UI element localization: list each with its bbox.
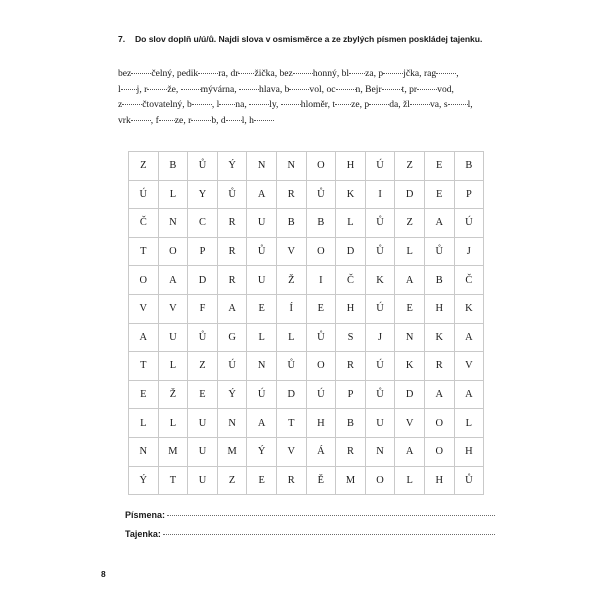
word-search-cell[interactable]: H [454,437,484,466]
word-search-row [129,437,484,466]
word-search-cell[interactable]: Y [188,180,218,209]
fill-gap[interactable] [336,89,356,90]
fill-gap[interactable] [382,89,402,90]
word-search-cell[interactable]: U [247,266,277,295]
word-search-cell[interactable]: D [336,237,366,266]
word-search-cell[interactable]: T [129,237,159,266]
task-number: 7. [118,34,126,44]
word-search-cell[interactable]: Ú [217,352,247,381]
word-search-cell[interactable]: Č [336,266,366,295]
fill-gap[interactable] [417,89,437,90]
word-search-cell[interactable]: I [365,180,395,209]
word-search-cell[interactable]: L [129,409,159,438]
word-search-cell[interactable]: Ú [129,180,159,209]
word-search-cell[interactable]: Ů [306,180,336,209]
word-search-cell[interactable]: V [129,294,159,323]
word-search-cell[interactable]: Ý [247,437,277,466]
word-search-cell[interactable]: Z [129,152,159,181]
word-search-body [129,152,484,495]
word-search-cell[interactable]: A [424,380,454,409]
word-search-cell[interactable]: Č [454,266,484,295]
word-search-cell[interactable]: A [395,266,425,295]
word-search-row [129,294,484,323]
word-search-cell[interactable]: F [188,294,218,323]
word-search-cell[interactable]: B [276,209,306,238]
word-search-cell[interactable]: N [247,352,277,381]
word-search-cell[interactable]: L [336,209,366,238]
word-search-row [129,180,484,209]
word-search-row [129,323,484,352]
word-search-cell[interactable]: Ů [247,237,277,266]
word-search-cell[interactable]: T [129,352,159,381]
word-search-cell[interactable]: E [188,380,218,409]
word-search-row [129,466,484,495]
word-search-cell[interactable]: E [129,380,159,409]
word-search-row [129,380,484,409]
letters-label: Písmena: [125,510,166,520]
solution-answer-row [125,527,495,546]
word-search-cell[interactable]: K [424,323,454,352]
word-search-cell[interactable]: Ú [306,380,336,409]
word-search-cell[interactable]: R [424,352,454,381]
word-search-cell[interactable]: T [158,466,188,495]
word-search-cell[interactable]: Ů [276,352,306,381]
word-search-cell[interactable]: Ů [217,180,247,209]
letters-input-line[interactable] [167,506,495,516]
word-search-cell[interactable]: Ú [365,352,395,381]
word-search-cell[interactable]: T [276,409,306,438]
fill-gap[interactable] [239,89,259,90]
word-search-cell[interactable]: E [306,294,336,323]
fill-gap[interactable] [192,104,212,105]
word-search-cell[interactable]: Ů [365,237,395,266]
word-search-cell[interactable]: B [306,209,336,238]
word-search-cell[interactable]: Ý [129,466,159,495]
word-search-cell[interactable]: B [424,266,454,295]
word-search-cell[interactable]: B [454,152,484,181]
fill-gap[interactable] [198,73,218,74]
word-search-cell[interactable]: N [365,437,395,466]
word-search-cell[interactable]: A [247,409,277,438]
word-search-cell[interactable]: D [395,380,425,409]
fill-gap[interactable] [249,104,269,105]
word-search-cell[interactable]: P [188,237,218,266]
word-search-cell[interactable]: R [217,237,247,266]
word-search-row [129,152,484,181]
fill-gap[interactable] [293,73,313,74]
fill-gap[interactable] [238,73,254,74]
word-search-cell[interactable]: Í [276,294,306,323]
word-search-cell[interactable]: B [336,409,366,438]
word-search-cell[interactable]: Z [188,352,218,381]
word-search-cell[interactable]: H [336,294,366,323]
fill-gap[interactable] [121,89,137,90]
word-search-cell[interactable]: V [158,294,188,323]
word-search-cell[interactable]: U [247,209,277,238]
word-search-cell[interactable]: H [306,409,336,438]
word-search-cell[interactable]: L [276,323,306,352]
word-search-cell[interactable]: H [424,466,454,495]
word-search-cell[interactable]: L [158,409,188,438]
word-search-cell[interactable]: N [247,152,277,181]
word-search-cell[interactable]: Ý [217,380,247,409]
word-search-cell[interactable]: A [454,380,484,409]
fill-gap[interactable] [181,89,201,90]
word-search-cell[interactable]: Z [395,152,425,181]
word-search-cell[interactable]: A [158,266,188,295]
word-search-cell[interactable]: Ů [424,237,454,266]
word-search-row [129,409,484,438]
word-search-cell[interactable]: E [395,294,425,323]
word-search-cell[interactable]: Á [306,437,336,466]
word-search-cell[interactable]: O [158,237,188,266]
word-search-cell[interactable]: N [395,323,425,352]
word-search-row [129,237,484,266]
word-search-cell[interactable]: D [188,266,218,295]
word-search-cell[interactable]: Ž [158,380,188,409]
fill-gap[interactable] [147,89,167,90]
word-search-cell[interactable]: G [217,323,247,352]
word-search-cell[interactable]: R [217,266,247,295]
word-search-cell[interactable]: H [336,152,366,181]
word-search-grid[interactable] [128,151,484,495]
fill-gap[interactable] [410,104,430,105]
word-list-line: l j, r že, mývárna, hlava, b vol, oc n, Bejr t, pr vod, [118,83,454,95]
word-search-cell[interactable]: O [365,466,395,495]
word-search-cell[interactable]: D [395,180,425,209]
word-search-cell[interactable]: L [158,352,188,381]
word-search-cell[interactable]: E [424,152,454,181]
word-search-cell[interactable]: R [336,352,366,381]
word-search-row [129,266,484,295]
word-search-cell[interactable]: K [365,266,395,295]
word-search-cell[interactable]: J [365,323,395,352]
word-search-cell[interactable]: O [306,237,336,266]
word-search-cell[interactable]: M [336,466,366,495]
word-search-cell[interactable]: Ů [454,466,484,495]
word-search-cell[interactable]: R [276,180,306,209]
word-search-cell[interactable]: Z [395,209,425,238]
word-search-cell[interactable]: M [158,437,188,466]
solution-input-line[interactable] [163,525,495,535]
word-search-cell[interactable]: V [395,409,425,438]
word-search-cell[interactable]: A [424,209,454,238]
word-search-cell[interactable]: A [129,323,159,352]
word-search-cell[interactable]: M [217,437,247,466]
word-search-cell[interactable]: A [454,323,484,352]
word-search-cell[interactable]: Ý [217,152,247,181]
fill-gap[interactable] [281,104,301,105]
word-search-cell[interactable]: O [424,409,454,438]
word-search-cell[interactable]: E [424,180,454,209]
word-search-cell[interactable]: N [158,209,188,238]
page-number: 8 [101,569,106,579]
word-search-cell[interactable]: Ů [365,380,395,409]
task-heading [118,33,490,45]
word-search-cell[interactable]: N [129,437,159,466]
word-search-cell[interactable]: U [188,437,218,466]
fill-gap[interactable] [159,120,175,121]
word-list [118,66,496,128]
word-search-cell[interactable]: L [247,323,277,352]
word-search-cell[interactable]: Ú [454,209,484,238]
fill-gap[interactable] [131,73,151,74]
fill-gap[interactable] [191,120,211,121]
fill-gap[interactable] [131,120,151,121]
word-search-cell[interactable]: Ú [365,294,395,323]
fill-gap[interactable] [448,104,468,105]
word-search-cell[interactable]: U [158,323,188,352]
word-list-line: z čtovatelný, b , l na, ly, hloměr, t ze, p da, žl va, s l, [118,99,473,111]
word-search-cell[interactable]: L [395,237,425,266]
task-instruction: Do slov doplň u/ú/ů. Najdi slova v osmisměrce a ze zbylých písmen poskládej tajenku. [135,34,483,44]
word-search-cell[interactable]: R [276,466,306,495]
word-search-cell[interactable]: Ž [276,266,306,295]
word-search-cell[interactable]: P [336,380,366,409]
word-search-cell[interactable]: V [276,237,306,266]
word-search-cell[interactable]: B [158,152,188,181]
word-list-line: vrk , f ze, r b, d l, h [118,113,496,129]
word-search-cell[interactable]: O [424,437,454,466]
word-search-cell[interactable]: U [188,409,218,438]
word-search-cell[interactable]: U [365,409,395,438]
fill-gap[interactable] [335,104,351,105]
word-search-cell[interactable]: L [158,180,188,209]
word-search-cell[interactable]: Ů [188,323,218,352]
word-search-cell[interactable]: S [336,323,366,352]
word-search-table[interactable] [128,151,484,495]
word-search-cell[interactable]: Ů [188,152,218,181]
word-search-cell[interactable]: E [247,294,277,323]
word-search-cell[interactable]: H [424,294,454,323]
fill-gap[interactable] [369,104,389,105]
word-list-line: bez čelný, pedik ra, dr žička, bez honný, bl za, p jčka, rag , [118,68,459,79]
word-search-row [129,209,484,238]
word-search-cell[interactable]: Ú [365,152,395,181]
word-search-cell[interactable]: Ě [306,466,336,495]
word-search-cell[interactable]: Ů [365,209,395,238]
word-search-cell[interactable]: P [454,180,484,209]
word-search-cell[interactable]: Z [217,466,247,495]
fill-gap[interactable] [122,104,142,105]
word-search-cell[interactable]: K [454,294,484,323]
answer-section [125,508,495,546]
word-search-cell[interactable]: E [247,466,277,495]
word-search-cell[interactable]: V [276,437,306,466]
word-search-cell[interactable]: V [454,352,484,381]
word-search-cell[interactable]: N [276,152,306,181]
word-search-cell[interactable]: K [336,180,366,209]
solution-label: Tajenka: [125,529,161,539]
word-search-cell[interactable]: J [454,237,484,266]
fill-gap[interactable] [289,89,309,90]
word-search-cell[interactable]: Ů [306,323,336,352]
word-search-cell[interactable]: R [336,437,366,466]
word-search-cell[interactable]: O [306,152,336,181]
word-search-cell[interactable]: U [188,466,218,495]
word-search-cell[interactable]: L [395,466,425,495]
word-search-cell[interactable]: O [306,352,336,381]
fill-gap[interactable] [254,120,274,121]
fill-gap[interactable] [383,73,403,74]
word-search-row [129,352,484,381]
word-search-cell[interactable]: L [454,409,484,438]
word-search-cell[interactable]: O [129,266,159,295]
word-search-cell[interactable]: N [217,409,247,438]
fill-gap[interactable] [226,120,242,121]
fill-gap[interactable] [219,104,235,105]
fill-gap[interactable] [349,73,365,74]
word-search-cell[interactable]: A [247,180,277,209]
word-search-cell[interactable]: D [276,380,306,409]
word-search-cell[interactable]: R [217,209,247,238]
word-search-cell[interactable]: C [188,209,218,238]
word-search-cell[interactable]: Ú [247,380,277,409]
word-search-cell[interactable]: K [395,352,425,381]
word-search-cell[interactable]: I [306,266,336,295]
fill-gap[interactable] [436,73,456,74]
word-search-cell[interactable]: A [395,437,425,466]
word-search-cell[interactable]: Č [129,209,159,238]
word-search-cell[interactable]: A [217,294,247,323]
